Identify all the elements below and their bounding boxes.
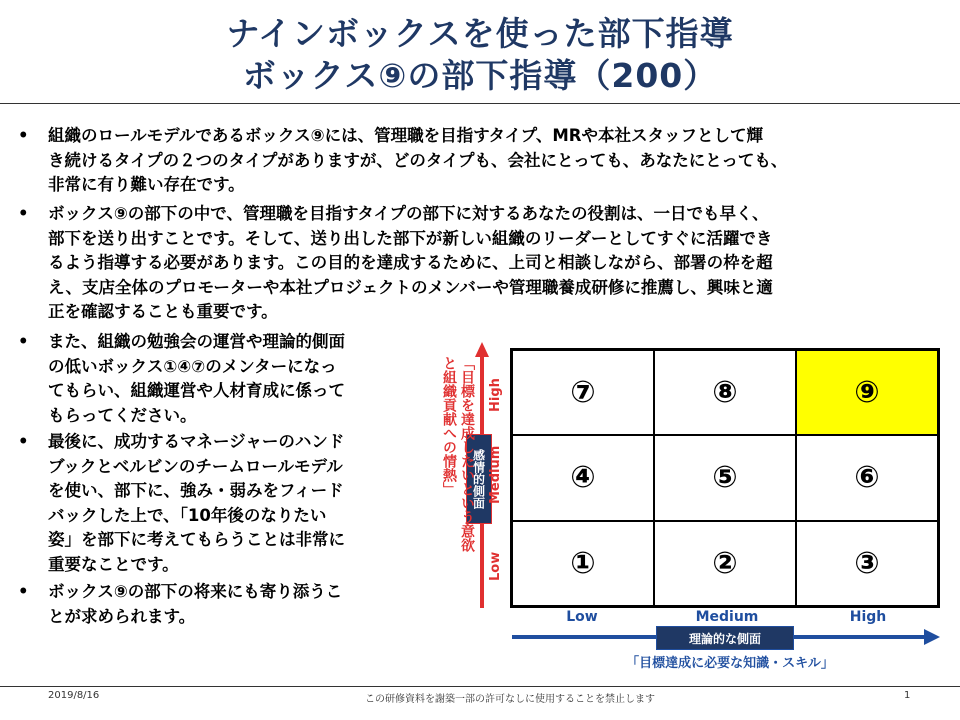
footer-page-number: 1 xyxy=(904,690,911,701)
header-divider xyxy=(0,103,960,104)
bullet-dot: • xyxy=(18,432,29,451)
x-tick-high: High xyxy=(849,609,887,625)
x-tick-medium: Medium xyxy=(695,609,759,625)
grid-cell-box: ⑥ xyxy=(796,435,938,520)
page-title: ナインボックスを使った部下指導 xyxy=(226,14,734,53)
grid-cell-box: ⑧ xyxy=(654,350,796,435)
grid-cell-box: ③ xyxy=(796,521,938,606)
y-tick-low: Low xyxy=(488,551,503,581)
x-axis-label: 理論的な側面 xyxy=(656,626,794,650)
footer-notice: この研修資料を謝築一部の許可なしに使用することを禁止します xyxy=(365,694,655,705)
bullet-text: 最後に、成功するマネージャーのハンド ブックとベルビンのチームロールモデル を使い、部下に、強み・弱みをフィード バックした上で、「10年後のなりたい 姿」を部下に考えてもらうことは非常に 重要なことです。 xyxy=(48,432,345,574)
y-tick-high: High xyxy=(488,378,503,412)
bullet-text: ボックス⑨の部下の中で、管理職を目指すタイプの部下に対するあなたの役割は、一日でも早く、 部下を送り出すことです。そして、送り出した部下が新しい組織のリーダーとしてすぐに活躍でき るよう指導する必要があります。この目的を達成するために、上司と相談しながら、部署の枠を超 え、支店全体のプロモーターや本社プロジェクトのメンバーや管理職養成研修に推薦し、興味と適 正を確認することも重要です。 xyxy=(48,204,773,321)
bullet-dot: • xyxy=(18,582,29,601)
y-axis-caption-line1: 「目標を達成したいという意欲 xyxy=(459,356,475,552)
grid-cell-box: ⑦ xyxy=(512,350,654,435)
page-subtitle: ボックス⑨の部下指導（200） xyxy=(242,56,718,95)
nine-box-grid xyxy=(510,348,940,608)
y-axis-label: 感情的側面 xyxy=(471,449,486,509)
bullet-dot: • xyxy=(18,332,29,351)
bullet-text: また、組織の勉強会の運営や理論的側面 の低いボックス①④⑦のメンターになっ てもらい、組織運営や人材育成に係って もらってください。 xyxy=(48,332,345,425)
grid-cell-box: ④ xyxy=(512,435,654,520)
grid-cell-box: ① xyxy=(512,521,654,606)
grid-cell-box: ② xyxy=(654,521,796,606)
footer-date: 2019/8/16 xyxy=(48,690,100,701)
y-axis-caption xyxy=(440,356,476,618)
y-tick-medium: Medium xyxy=(488,445,503,504)
y-axis-caption-line2: と組織貢献への情熱」 xyxy=(441,356,457,496)
bullet-dot: • xyxy=(18,126,29,145)
bullet-text: 組織のロールモデルであるボックス⑨には、管理職を目指すタイプ、MRや本社スタッフとして輝 き続けるタイプの２つのタイプがありますが、どのタイプも、会社にとっても、あなたにとっても、 非常に有り難い存在です。 xyxy=(48,126,788,194)
grid-cell-box: ⑨ xyxy=(796,350,938,435)
x-tick-low: Low xyxy=(566,609,598,625)
bullet-text: ボックス⑨の部下の将来にも寄り添うこ とが求められます。 xyxy=(48,582,343,626)
x-axis-caption: 「目標達成に必要な知識・スキル」 xyxy=(626,656,834,671)
footer-divider xyxy=(0,686,960,687)
bullet-dot: • xyxy=(18,204,29,223)
grid-cell-box: ⑤ xyxy=(654,435,796,520)
